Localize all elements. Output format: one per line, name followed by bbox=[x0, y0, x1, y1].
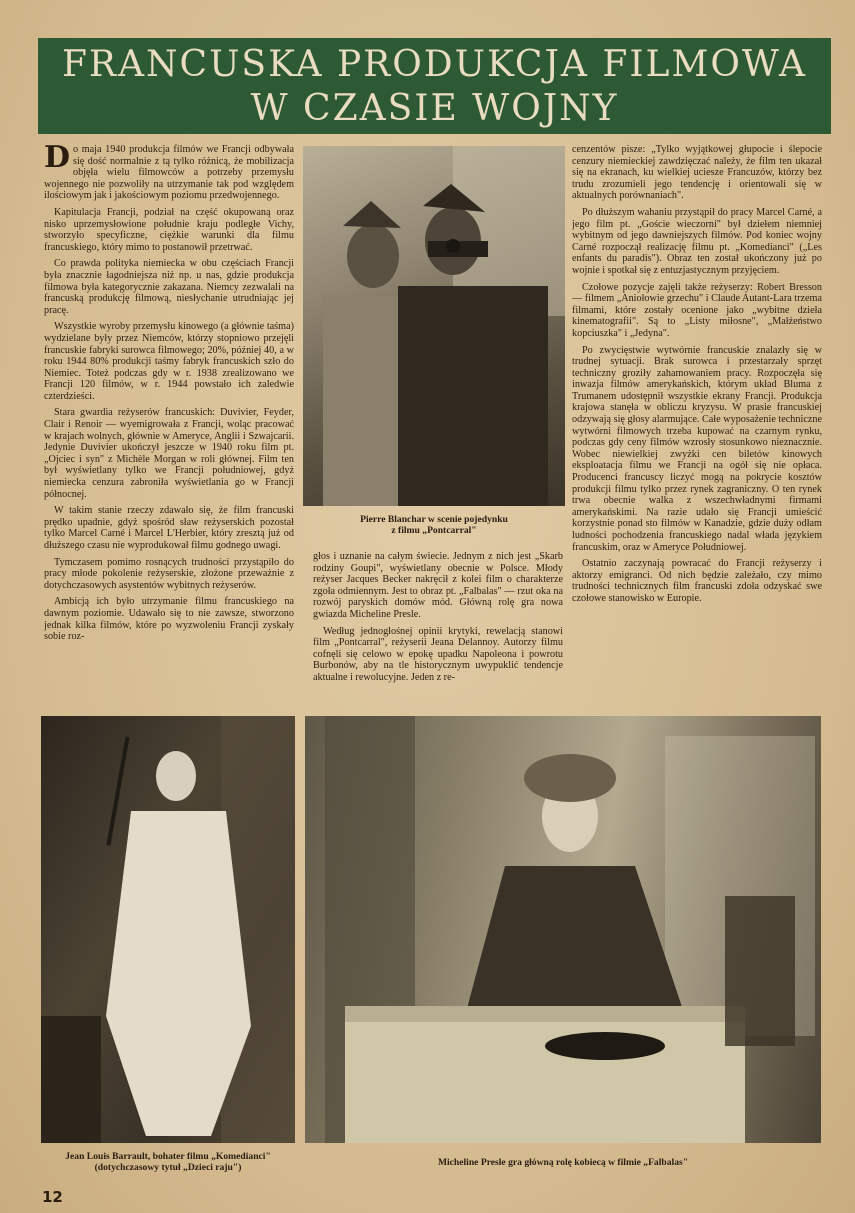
drop-cap: D bbox=[44, 144, 71, 175]
paragraph: Kapitulacja Francji, podział na część okupowaną oraz nisko uprzemysłowione południe kraju podległe Vichy, stworzyło specyficzne, ciężkie warunki dla filmu francuskiego, który mimo to postanowił przetrwać. bbox=[44, 206, 294, 253]
photo-illustration bbox=[303, 146, 565, 506]
paragraph: Ambicją ich było utrzymanie filmu francuskiego na dawnym poziomie. Udawało się to nie zawsze, stworzono jednak kilka filmów, które po wyzwoleniu Francji zyskały sobie roz- bbox=[44, 596, 294, 643]
caption-barrault: Jean Louis Barrault, bohater filmu „Komedianci" (dotychczasowy tytuł „Dzieci raju") bbox=[65, 1151, 271, 1173]
paragraph: Do maja 1940 produkcja filmów we Francji odbywała się dość normalnie z tą tylko różnicą, że mobilizacja objęła wielu filmowców a potrzeby przemysłu wojennego nie pozwoliły na utrzymanie tak pod względem ilościowym jak i jakościowym poziomu przedwojennego. bbox=[44, 144, 294, 202]
paragraph: głos i uznanie na całym świecie. Jednym z nich jest „Skarb rodziny Goupi", wyświetlany obecnie w Polsce. Młody reżyser Jacques Becker nakręcił z kolei film o charakterze zgoła odmiennym. Jest to obraz pt. „Falbalas" — rzut oka na rozwój paryskich domów mód. Główną rolę gra nowa gwiazda Micheline Presle. bbox=[313, 551, 563, 620]
photo-barrault-pierrot bbox=[41, 716, 295, 1143]
paragraph: Tymczasem pomimo rosnących trudności przystąpiło do pracy młode pokolenie reżyserskie, złożone przeważnie z dotychczasowych asystentów wybitnych reżyserów. bbox=[44, 556, 294, 591]
paragraph: Co prawda polityka niemiecka w obu częściach Francji była znacznie łagodniejsza niż np. u nas, gdzie produkcja filmowa była kategorycznie zakazana. Niemcy zezwalali na francuską produkcję filmową, niesłychanie utrudniając jej pracę. bbox=[44, 258, 294, 316]
paragraph: Wszystkie wyroby przemysłu kinowego (a głównie taśma) wydzielane były przez Niemców, którzy stopniowo przejęli francuskie fabryki surowca filmowego; 20%, później 40, a w roku 1944 80% produkcji taśmy fabryk francuskich szło do Niemiec. Toteż podczas gdy w r. 1938 zrealizowano we Francji 120 filmów, w r. 1944 powstało ich zaledwie czterdzieści. bbox=[44, 321, 294, 402]
title-line-1: FRANCUSKA PRODUKCJA FILMOWA bbox=[61, 44, 808, 85]
title-line-2: W CZASIE WOJNY bbox=[250, 88, 619, 129]
photo-presle-falbalas bbox=[305, 716, 821, 1143]
caption-pontcarral: Pierre Blanchar w scenie pojedynku z filmu „Pontcarral" bbox=[360, 514, 508, 536]
paragraph: W takim stanie rzeczy zdawało się, że film francuski prędko upadnie, gdyż spośród sław reżyserskich pozostał tylko Marcel Carné i Marcel L'Herbier, który zresztą już od dłuższego czasu nie wyprodukował filmu godnego uwagi. bbox=[44, 505, 294, 551]
page-number: 12 bbox=[42, 1188, 63, 1206]
paragraph: Po zwycięstwie wytwórnie francuskie znalazły się w trudnej sytuacji. Brak surowca i przestarzały sprzęt techniczny groziły zahamowaniem pracy. Rozpoczęła się inwazja filmów amerykańskich, którym układ Bluma z Trumanem udostępnił wszystkie ekrany Francji. Produkcja krajowa stanęła w obliczu kryzysu. W prasie francuskiej odzywają się głosy alarmujące. Całe wyposażenie techniczne wytwórni filmowych trzeba kupować na czarnym rynku, podczas gdy ceny filmów wzrosły stosunkowo nieznacznie. Wobec niewielkiej zwyżki cen biletów kinowych eksploatacja filmu we Francji na ogół się nie opłaca. Producenci francuscy liczyć mogą na pokrycie kosztów produkcji filmu tylko przez rynek zagraniczny. O ten rynek trwa obecnie walka z wszechwładnymi firmami amerykańskimi. Na razie udało się Francji umieścić korzystnie ponad sto filmów w Kanadzie, gdzie duży odłam ludności pochodzenia francuskiego nadal włada językiem francuskim, oraz w Ameryce Południowej. bbox=[572, 344, 822, 553]
paragraph: Stara gwardia reżyserów francuskich: Duvivier, Feyder, Clair i Renoir — wyemigrowała z Francji, woląc pracować w krajach wolnych, głównie w Ameryce, Anglii i Szwajcarii. Jedynie Duvivier ukończył jeszcze w 1940 roku film pt. „Ojciec i syn" z Michèle Morgan w roli głównej. Film ten był wyświetlany tylko we Francji południowej, gdyż niemiecka cenzura zabroniła wyświetlania go w Francji północnej. bbox=[44, 407, 294, 500]
paragraph: cenzentów pisze: „Tylko wyjątkowej głupocie i ślepocie cenzury niemieckiej zawdzięczać należy, że film ten ukazał się na ekranach, ku wielkiej uciesze Francuzów, którzy bez trudu zrozumieli jego tendencję i orientowali się w aktualnych porównaniach". bbox=[572, 144, 822, 202]
paragraph: Po dłuższym wahaniu przystąpił do pracy Marcel Carné, a jego film pt. „Goście wieczorni" był dziełem niemniej wybitnym od jego dawniejszych filmów. Pod koniec wojny Carné rozpoczął realizację filmu pt. „Komedianci" („Les enfants du paradis"). Obraz ten został ukończony już po wojnie i spotkał się z entuzjastycznym przyjęciem. bbox=[572, 206, 822, 276]
photo-pontcarral-duel bbox=[303, 146, 565, 506]
article-column-2 bbox=[313, 551, 563, 711]
paragraph: Ostatnio zaczynają powracać do Francji reżyserzy i aktorzy emigranci. Od nich będzie zależało, czy mimo trudności technicznych film francuski zdoła odzyskać swe czołowe stanowisko w Europie. bbox=[572, 558, 822, 604]
paragraph: Czołowe pozycje zajęli także reżyserzy: Robert Bresson — filmem „Aniołowie grzechu" i Claude Autant-Lara trzema filmami, które zostały ocenione jako „wybitne dzieła kinematografii". Są to „Listy miłosne", „Małżeństwo kopciuszka" i „Jedyna". bbox=[572, 281, 822, 339]
photo-illustration bbox=[305, 716, 821, 1143]
article-column-3 bbox=[572, 144, 822, 734]
title-banner bbox=[38, 38, 831, 134]
paragraph: Według jednogłośnej opinii krytyki, rewelacją stanowi film „Pontcarral", reżyserii Jeana Delannoy. Autorzy filmu cofnęli się celowo w epokę upadku Napoleona i powrotu Burbonów, aby na tle historycznym uwypuklić tendencje aktualne i rewolucyjne. Jeden z re- bbox=[313, 625, 563, 683]
caption-presle: Micheline Presle gra główną rolę kobiecą w filmie „Falbalas" bbox=[437, 1157, 689, 1168]
photo-illustration bbox=[41, 716, 295, 1143]
article-column-1 bbox=[44, 144, 294, 709]
